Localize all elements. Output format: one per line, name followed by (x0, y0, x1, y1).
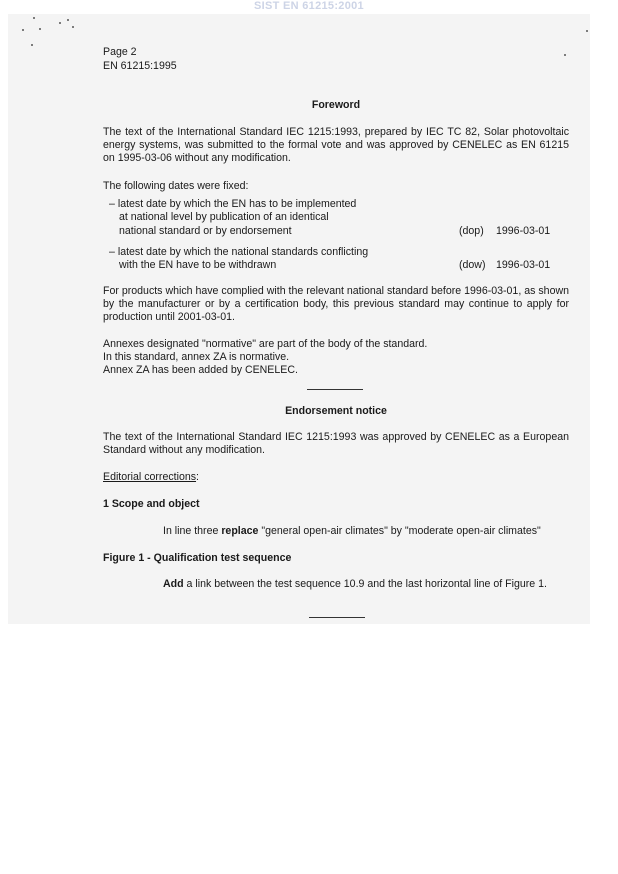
scan-speck (67, 19, 69, 21)
date-item-line: national standard or by endorsement (119, 225, 292, 237)
page-number: Page 2 (103, 46, 137, 58)
scope-heading: 1 Scope and object (103, 498, 200, 510)
scope-correction (163, 525, 541, 538)
add-keyword: Add (163, 578, 184, 590)
annex-line: Annexes designated "normative" are part of the body of the standard. (103, 338, 428, 350)
date-item-line: at national level by publication of an identical (119, 211, 329, 223)
replace-keyword: replace (221, 525, 259, 537)
annex-line: Annex ZA has been added by CENELEC. (103, 364, 298, 376)
scan-speck (22, 29, 24, 31)
scan-speck (586, 30, 588, 32)
foreword-title: Foreword (311, 99, 361, 111)
scope-correction-prefix: In line three (163, 525, 222, 537)
date-code: (dop) (459, 225, 484, 237)
editorial-corrections-title (103, 471, 199, 484)
date-code: (dow) (459, 259, 486, 271)
date-item-line: – latest date by which the EN has to be implemented (109, 198, 357, 210)
scan-speck (31, 44, 33, 46)
endorsement-title: Endorsement notice (285, 405, 387, 417)
date-value: 1996-03-01 (496, 259, 551, 271)
end-divider (309, 617, 365, 618)
scan-speck (59, 22, 61, 24)
scan-speck (33, 17, 35, 19)
figure-correction-text: a link between the test sequence 10.9 and the last horizontal line of Figure 1. (183, 578, 547, 590)
watermark: SIST EN 61215:2001 (254, 0, 364, 12)
figure-heading: Figure 1 - Qualification test sequence (103, 552, 292, 564)
section-divider (307, 389, 363, 390)
document-reference: EN 61215:1995 (103, 60, 177, 72)
scan-speck (39, 28, 41, 30)
scope-correction-text: "general open-air climates" by "moderate open-air climates" (258, 525, 541, 537)
scan-speck (72, 26, 74, 28)
date-item-line: with the EN have to be withdrawn (119, 259, 277, 271)
endorsement-paragraph: The text of the International Standard IEC 1215:1993 was approved by CENELEC as a European Standard without any modification. (103, 431, 569, 457)
transition-paragraph: For products which have complied with the relevant national standard before 1996-03-01, as shown by the manufacturer or by a certification body, this previous standard may continue to apply for production until 2001-03-01. (103, 285, 569, 324)
editorial-corrections-label: Editorial corrections (103, 471, 197, 483)
dates-intro: The following dates were fixed: (103, 180, 249, 192)
figure-correction (163, 578, 569, 591)
annex-line: In this standard, annex ZA is normative. (103, 351, 290, 363)
date-item-line: – latest date by which the national standards conflicting (109, 246, 369, 258)
scan-speck (564, 54, 566, 56)
foreword-paragraph: The text of the International Standard IEC 1215:1993, prepared by IEC TC 82, Solar photovoltaic energy systems, was submitted to the formal vote and was approved by CENELEC as EN 61215 on 1995-03-06 without any modification. (103, 126, 569, 165)
editorial-colon: : (196, 471, 199, 483)
date-value: 1996-03-01 (496, 225, 551, 237)
